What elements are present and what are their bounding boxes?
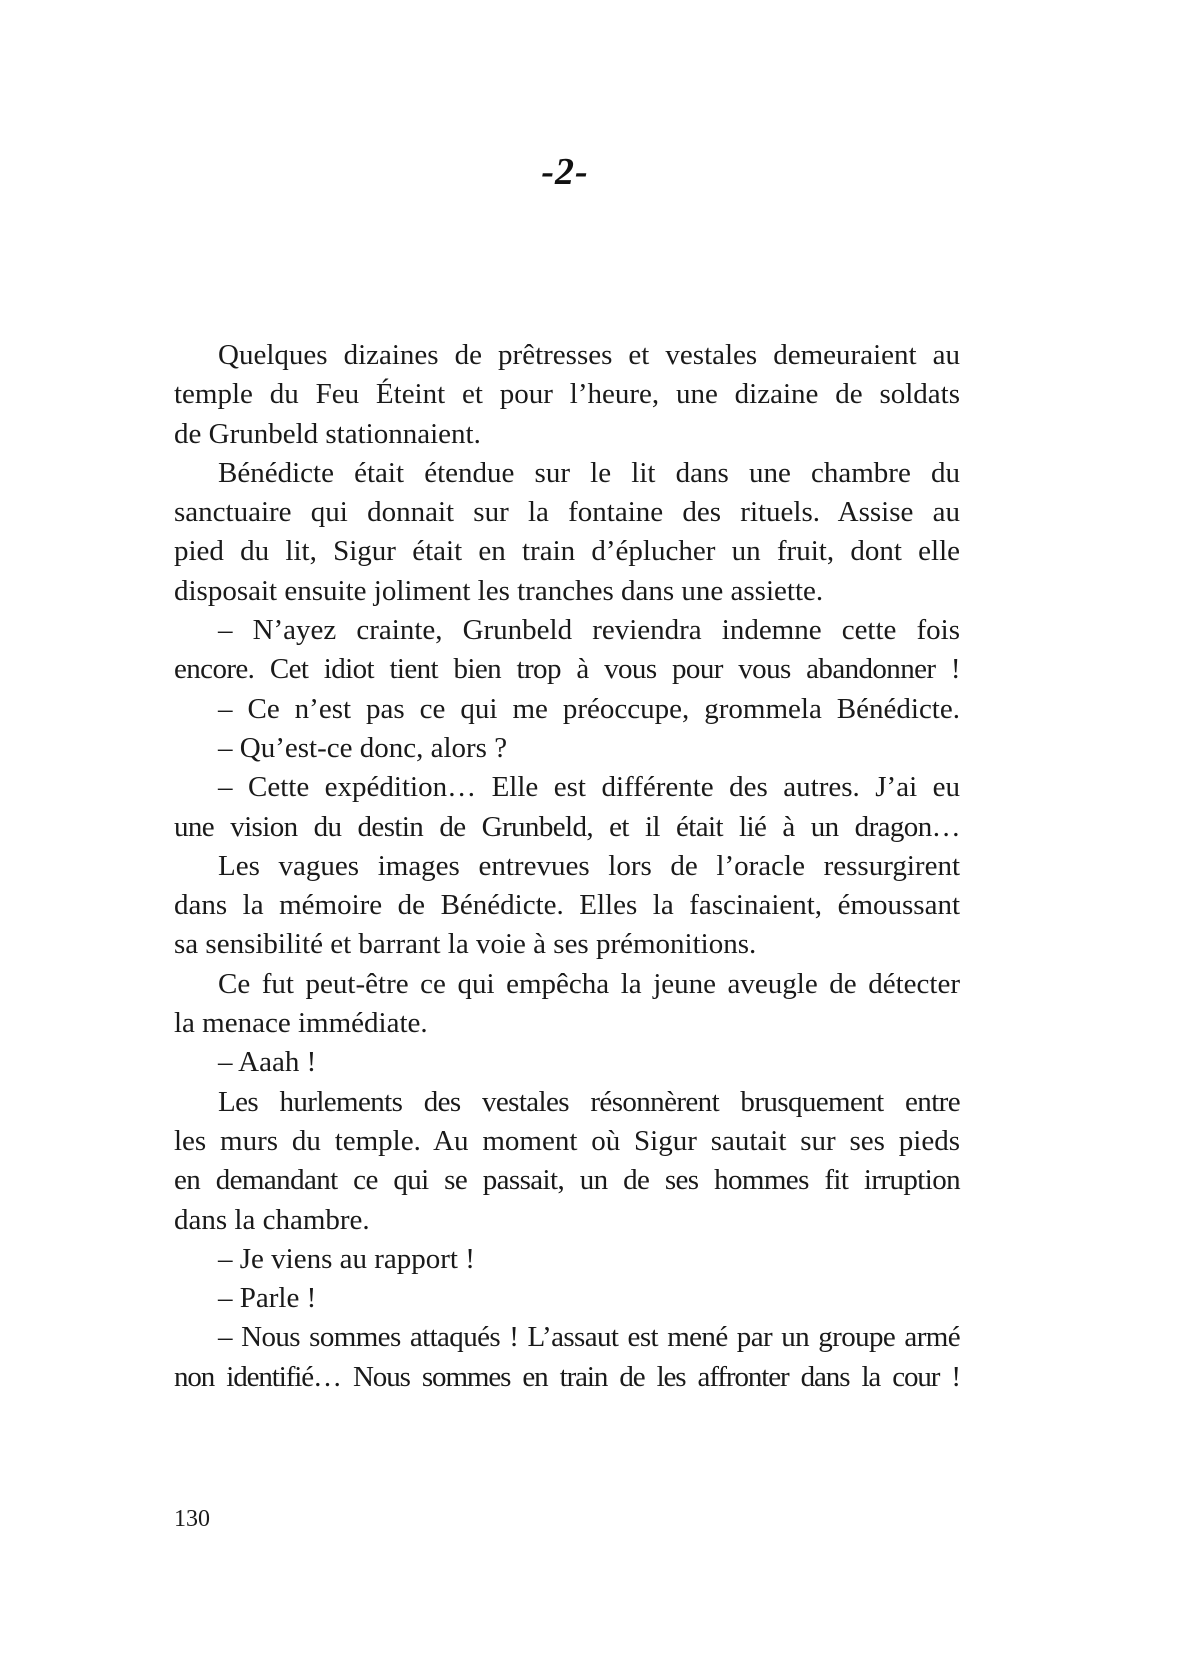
text-line: Ce fut peut-être ce qui empêcha la jeune aveugle de détecter <box>218 967 960 1000</box>
text-line: – Nous sommes attaqués ! L’assaut est mené par un groupe armé <box>218 1321 960 1354</box>
body-text <box>174 336 960 1397</box>
text-line: non identifié… Nous sommes en train de les affronter dans la cour ! <box>174 1360 960 1393</box>
text-line: disposait ensuite joliment les tranches dans une assiette. <box>174 574 824 607</box>
text-line: dans la chambre. <box>174 1203 370 1236</box>
text-line: pied du lit, Sigur était en train d’éplucher un fruit, dont elle <box>174 535 960 568</box>
text-line: Les vagues images entrevues lors de l’oracle ressurgirent <box>218 849 960 882</box>
text-line: Quelques dizaines de prêtresses et vestales demeuraient au <box>218 339 960 371</box>
text-line: – Qu’est-ce donc, alors ? <box>218 731 508 764</box>
text-line: temple du Feu Éteint et pour l’heure, une dizaine de soldats <box>174 378 960 411</box>
text-line: de Grunbeld stationnaient. <box>174 417 481 450</box>
text-line: – Cette expédition… Elle est différente des autres. J’ai eu <box>218 771 960 804</box>
text-line: Les hurlements des vestales résonnèrent brusquement entre <box>218 1085 960 1118</box>
text-line: – N’ayez crainte, Grunbeld reviendra indemne cette fois <box>218 614 960 647</box>
text-line: dans la mémoire de Bénédicte. Elles la fascinaient, émoussant <box>174 889 960 922</box>
text-line: Bénédicte était étendue sur le lit dans une chambre du <box>218 456 960 489</box>
text-line: sa sensibilité et barrant la voie à ses prémonitions. <box>174 928 757 961</box>
text-line: sanctuaire qui donnait sur la fontaine des rituels. Assise au <box>174 496 960 529</box>
page-number: 130 <box>174 1506 210 1532</box>
text-line: une vision du destin de Grunbeld, et il était lié à un dragon… <box>174 810 960 843</box>
text-line: – Parle ! <box>218 1282 317 1315</box>
text-line: les murs du temple. Au moment où Sigur sautait sur ses pieds <box>174 1124 960 1157</box>
chapter-heading: -2- <box>541 151 589 193</box>
text-line: en demandant ce qui se passait, un de ses hommes fit irruption <box>174 1164 960 1197</box>
text-line: la menace immédiate. <box>174 1007 428 1040</box>
text-line: – Ce n’est pas ce qui me préoccupe, grommela Bénédicte. <box>218 692 960 725</box>
text-line: encore. Cet idiot tient bien trop à vous pour vous abandonner ! <box>174 653 960 686</box>
text-line: – Je viens au rapport ! <box>218 1242 475 1275</box>
text-line: – Aaah ! <box>218 1046 317 1079</box>
